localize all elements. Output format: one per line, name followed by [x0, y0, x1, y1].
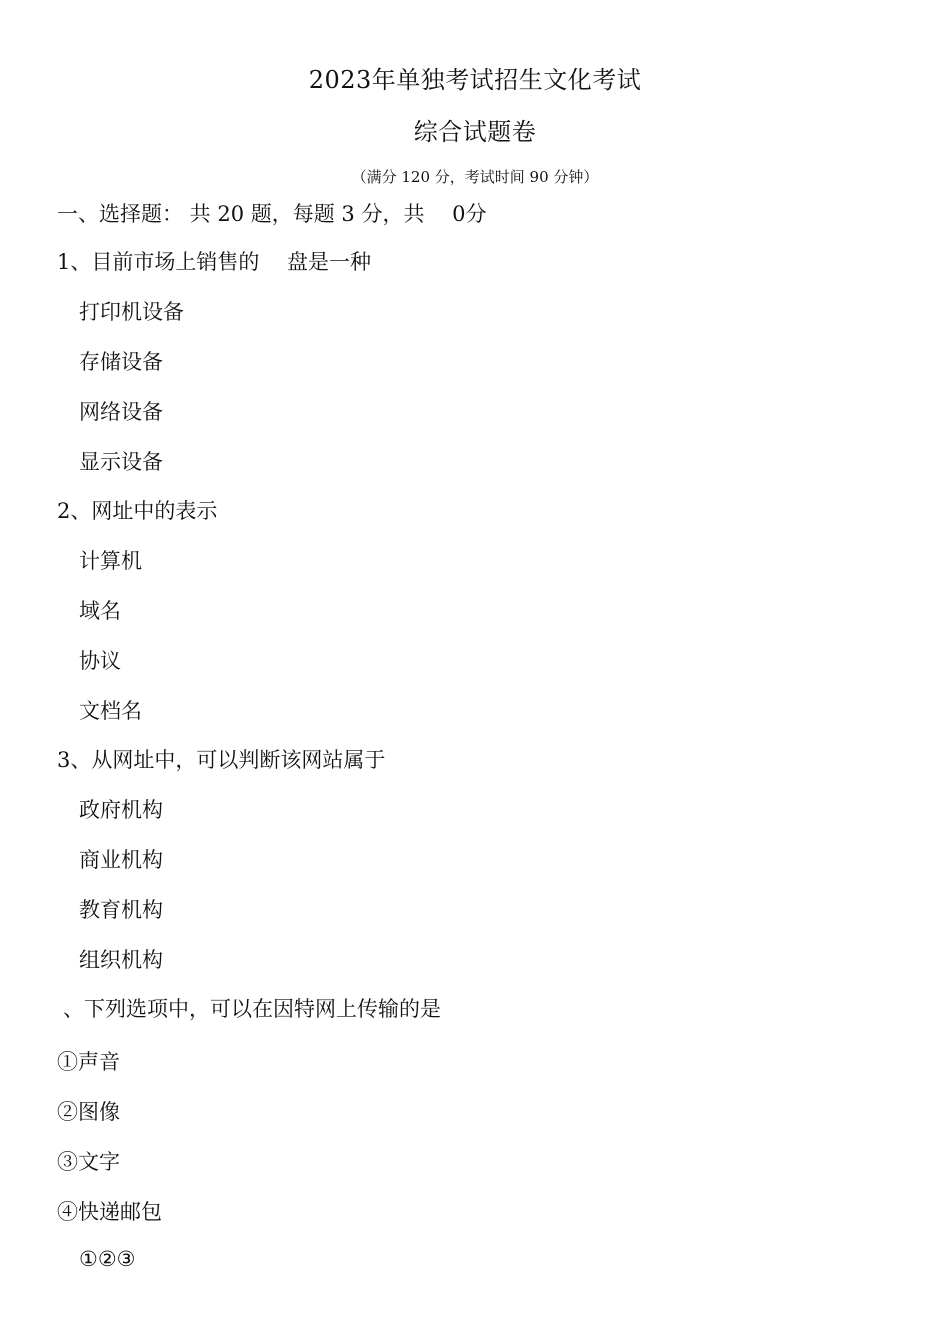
- question-4-item: ③文字: [57, 1150, 120, 1174]
- question-3-stem: 3、从网址中，可以判断该网站属于: [57, 748, 386, 772]
- exam-title: 2023年单独考试招生文化考试: [308, 66, 642, 94]
- question-1-option: 打印机设备: [79, 300, 184, 324]
- question-4-option: ①②③: [79, 1247, 136, 1271]
- question-2-option: 域名: [79, 599, 121, 623]
- question-3-option: 商业机构: [79, 848, 163, 872]
- question-3-option: 教育机构: [79, 898, 163, 922]
- question-1-option: 存储设备: [79, 350, 163, 374]
- question-1-option: 显示设备: [79, 450, 163, 474]
- question-1-stem: 1、目前市场上销售的 盘是一种: [57, 250, 372, 274]
- section-heading: 一、选择题： 共 20 题，每题 3 分，共 0分: [57, 202, 487, 226]
- question-4-item: ④快递邮包: [57, 1200, 162, 1224]
- question-2-option: 计算机: [79, 549, 142, 573]
- question-3-option: 组织机构: [79, 948, 163, 972]
- question-2-stem: 2、网址中的表示: [57, 499, 218, 523]
- question-3-option: 政府机构: [79, 798, 163, 822]
- exam-note: （满分 120 分，考试时间 90 分钟）: [351, 168, 599, 186]
- exam-subtitle: 综合试题卷: [413, 118, 537, 146]
- question-2-option: 协议: [79, 649, 121, 673]
- question-4-item: ②图像: [57, 1100, 120, 1124]
- question-4-item: ①声音: [57, 1050, 120, 1074]
- question-4-stem: 、下列选项中，可以在因特网上传输的是: [63, 997, 441, 1021]
- question-1-option: 网络设备: [79, 400, 163, 424]
- question-2-option: 文档名: [79, 699, 142, 723]
